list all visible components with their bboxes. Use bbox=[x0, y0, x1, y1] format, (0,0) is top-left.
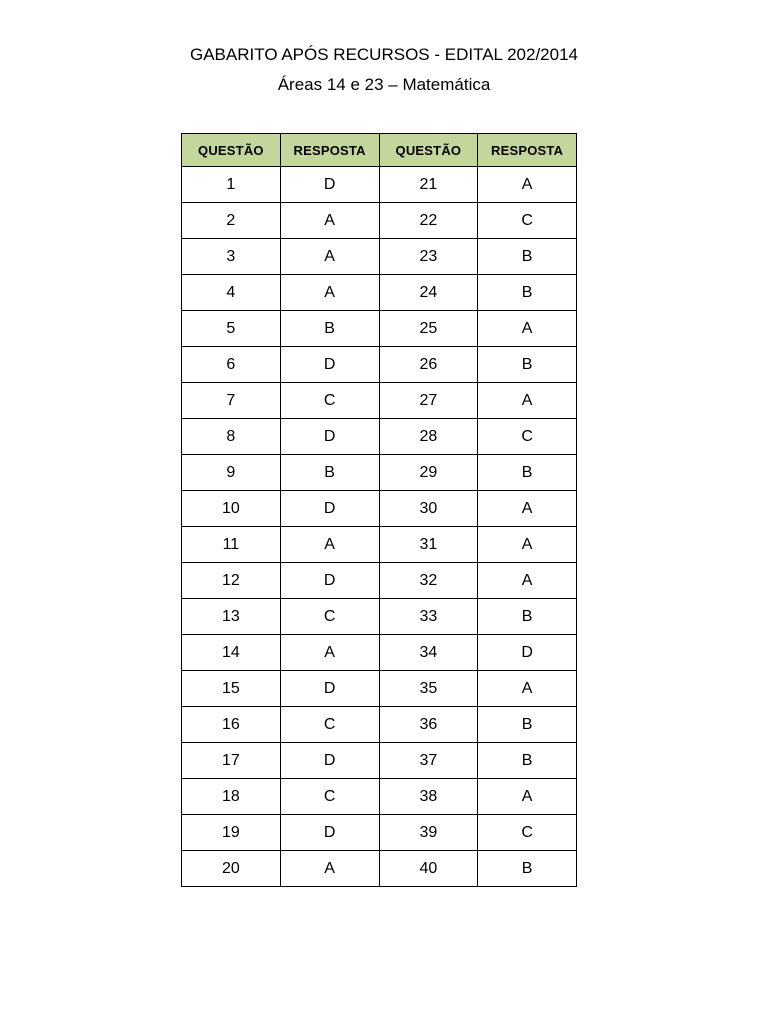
table-row bbox=[182, 707, 577, 743]
table-row bbox=[182, 671, 577, 707]
cell-answer: B bbox=[478, 239, 577, 275]
cell-question-number: 9 bbox=[182, 455, 281, 491]
cell-answer: A bbox=[280, 203, 379, 239]
cell-answer: A bbox=[280, 239, 379, 275]
cell-question-number: 18 bbox=[182, 779, 281, 815]
cell-answer: B bbox=[478, 455, 577, 491]
cell-answer: A bbox=[478, 527, 577, 563]
cell-question-number: 34 bbox=[379, 635, 478, 671]
cell-answer: B bbox=[478, 275, 577, 311]
cell-answer: B bbox=[280, 311, 379, 347]
cell-question-number: 15 bbox=[182, 671, 281, 707]
cell-answer: A bbox=[478, 167, 577, 203]
table-row bbox=[182, 563, 577, 599]
cell-answer: B bbox=[478, 743, 577, 779]
cell-question-number: 24 bbox=[379, 275, 478, 311]
cell-answer: A bbox=[478, 491, 577, 527]
table-row bbox=[182, 419, 577, 455]
cell-answer: D bbox=[280, 743, 379, 779]
cell-answer: A bbox=[280, 635, 379, 671]
cell-question-number: 31 bbox=[379, 527, 478, 563]
table-row bbox=[182, 383, 577, 419]
table-row bbox=[182, 851, 577, 887]
cell-answer: C bbox=[478, 203, 577, 239]
cell-answer: D bbox=[280, 347, 379, 383]
cell-answer: A bbox=[478, 671, 577, 707]
cell-answer: A bbox=[280, 851, 379, 887]
cell-question-number: 28 bbox=[379, 419, 478, 455]
table-row bbox=[182, 491, 577, 527]
table-row bbox=[182, 347, 577, 383]
answer-key-table bbox=[181, 133, 577, 887]
page-title: GABARITO APÓS RECURSOS - EDITAL 202/2014 bbox=[190, 45, 578, 64]
cell-answer: C bbox=[280, 779, 379, 815]
cell-question-number: 19 bbox=[182, 815, 281, 851]
table-header-row bbox=[182, 134, 577, 167]
cell-question-number: 37 bbox=[379, 743, 478, 779]
cell-question-number: 17 bbox=[182, 743, 281, 779]
cell-question-number: 36 bbox=[379, 707, 478, 743]
cell-answer: C bbox=[280, 707, 379, 743]
cell-answer: A bbox=[280, 275, 379, 311]
cell-answer: C bbox=[478, 815, 577, 851]
cell-answer: B bbox=[478, 851, 577, 887]
cell-question-number: 22 bbox=[379, 203, 478, 239]
cell-question-number: 4 bbox=[182, 275, 281, 311]
cell-answer: A bbox=[478, 383, 577, 419]
cell-question-number: 8 bbox=[182, 419, 281, 455]
cell-question-number: 5 bbox=[182, 311, 281, 347]
cell-answer: D bbox=[280, 419, 379, 455]
cell-question-number: 6 bbox=[182, 347, 281, 383]
cell-question-number: 35 bbox=[379, 671, 478, 707]
page-subtitle: Áreas 14 e 23 – Matemática bbox=[277, 75, 491, 94]
cell-answer: D bbox=[280, 815, 379, 851]
cell-question-number: 16 bbox=[182, 707, 281, 743]
cell-answer: C bbox=[280, 599, 379, 635]
column-header-questao-2: QUESTÃO bbox=[379, 134, 478, 167]
document-header bbox=[0, 42, 768, 98]
table-row bbox=[182, 311, 577, 347]
cell-answer: D bbox=[280, 167, 379, 203]
table-row bbox=[182, 239, 577, 275]
cell-answer: D bbox=[280, 491, 379, 527]
cell-question-number: 32 bbox=[379, 563, 478, 599]
cell-answer: A bbox=[478, 779, 577, 815]
cell-answer: A bbox=[478, 311, 577, 347]
cell-question-number: 29 bbox=[379, 455, 478, 491]
cell-question-number: 14 bbox=[182, 635, 281, 671]
column-header-questao-1: QUESTÃO bbox=[182, 134, 281, 167]
cell-answer: D bbox=[280, 563, 379, 599]
cell-question-number: 2 bbox=[182, 203, 281, 239]
table-row bbox=[182, 527, 577, 563]
cell-question-number: 33 bbox=[379, 599, 478, 635]
cell-answer: C bbox=[478, 419, 577, 455]
cell-answer: C bbox=[280, 383, 379, 419]
column-header-resposta-2: RESPOSTA bbox=[478, 134, 577, 167]
cell-question-number: 11 bbox=[182, 527, 281, 563]
table-row bbox=[182, 815, 577, 851]
cell-question-number: 3 bbox=[182, 239, 281, 275]
cell-question-number: 7 bbox=[182, 383, 281, 419]
cell-question-number: 27 bbox=[379, 383, 478, 419]
table-row bbox=[182, 599, 577, 635]
cell-question-number: 12 bbox=[182, 563, 281, 599]
table-row bbox=[182, 455, 577, 491]
table-row bbox=[182, 275, 577, 311]
cell-question-number: 38 bbox=[379, 779, 478, 815]
table-row bbox=[182, 635, 577, 671]
cell-answer: B bbox=[478, 347, 577, 383]
table-body bbox=[182, 167, 577, 887]
table-row bbox=[182, 203, 577, 239]
cell-answer: D bbox=[280, 671, 379, 707]
cell-question-number: 21 bbox=[379, 167, 478, 203]
cell-question-number: 1 bbox=[182, 167, 281, 203]
cell-question-number: 10 bbox=[182, 491, 281, 527]
table-row bbox=[182, 779, 577, 815]
cell-question-number: 20 bbox=[182, 851, 281, 887]
cell-answer: B bbox=[280, 455, 379, 491]
cell-answer: D bbox=[478, 635, 577, 671]
cell-question-number: 30 bbox=[379, 491, 478, 527]
cell-question-number: 25 bbox=[379, 311, 478, 347]
cell-answer: A bbox=[280, 527, 379, 563]
cell-answer: B bbox=[478, 707, 577, 743]
cell-question-number: 13 bbox=[182, 599, 281, 635]
cell-answer: A bbox=[478, 563, 577, 599]
table-row bbox=[182, 743, 577, 779]
cell-question-number: 39 bbox=[379, 815, 478, 851]
cell-answer: B bbox=[478, 599, 577, 635]
cell-question-number: 26 bbox=[379, 347, 478, 383]
table-row bbox=[182, 167, 577, 203]
table-header bbox=[182, 134, 577, 167]
cell-question-number: 40 bbox=[379, 851, 478, 887]
column-header-resposta-1: RESPOSTA bbox=[280, 134, 379, 167]
cell-question-number: 23 bbox=[379, 239, 478, 275]
